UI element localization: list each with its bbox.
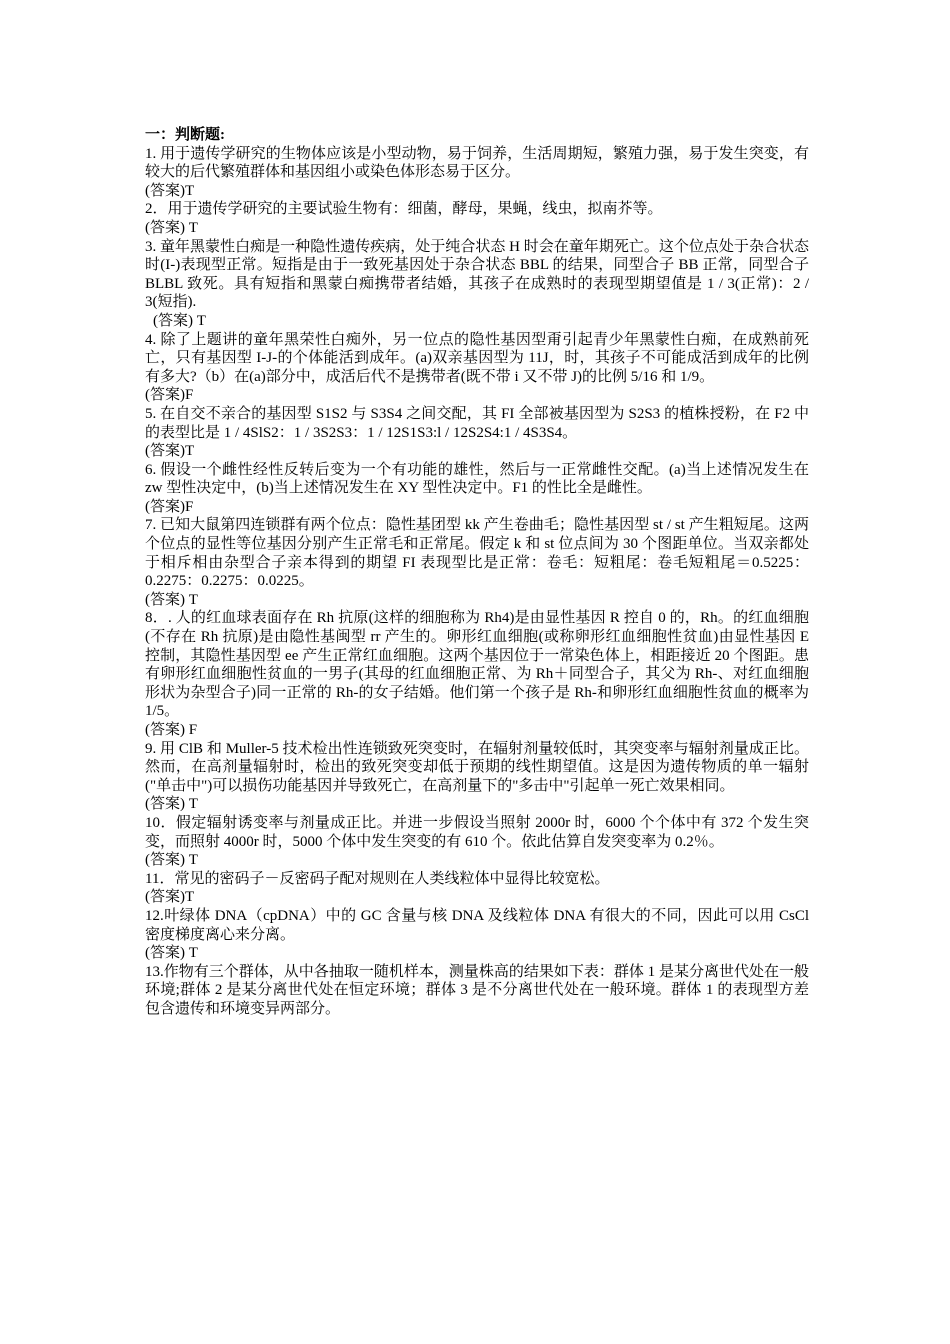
answer-10: (答案) T	[145, 852, 198, 869]
question-4: 4. 除了上题讲的童年黑荣性白痴外，另一位点的隐性基因型甭引起青少年黑蒙性白痴，在成熟前死亡，只有基因型 I-J-的个体能活到成年。(a)双亲基因型为 11J，时，其孩子不可能成活到成年的比例有多大?（b）在(a)部分中，成活后代不是携带者(既不带 i 又不带 J)的比例 5/16 和 1/9。	[145, 331, 809, 385]
question-12: 12.叶绿体 DNA（cpDNA）中的 GC 含量与核 DNA 及线粒体 DNA 有很大的不同，因此可以用 CsCl 密度梯度离心来分离。	[145, 907, 809, 943]
question-2: 2．用于遗传学研究的主要试验生物有：细菌，酵母，果蝇，线虫，拟南芥等。	[145, 201, 663, 218]
answer-12: (答案) T	[145, 945, 198, 962]
section-title: 一：判断题:	[145, 127, 225, 143]
answer-6: (答案)F	[145, 498, 194, 515]
question-9: 9. 用 ClB 和 Muller-5 技术检出性连锁致死突变时，在辐射剂量较低时，其突变率与辐射剂量成正比。然而，在高剂量辐射时，检出的致死突变却低于预期的线性期望值。这是因为遗传物质的单一辐射("单击中")可以损伤功能基因并导致死亡，在高剂量下的"多击中"引起单一死亡效果相同。	[145, 740, 809, 794]
question-3: 3. 童年黑蒙性白痴是一种隐性遗传疾病，处于纯合状态 H 时会在童年期死亡。这个位点处于杂合状态时(I-)表现型正常。短指是由于一致死基因处于杂合状态 BBL 的结果，同型合子 BB 正常，同型合子 BLBL 致死。具有短指和黑蒙白痴携带者结婚，其孩子在成熟时的表现型期望值是 1 / 3(正常)：2 / 3(短指).	[145, 238, 809, 311]
question-1: 1. 用于遗传学研究的生物体应该是小型动物，易于饲养，生活周期短，繁殖力强，易于发生突变，有较大的后代繁殖群体和基因组小或染色体形态易于区分。	[145, 145, 809, 181]
question-11: 11．常见的密码子－反密码子配对规则在人类线粒体中显得比较宽松。	[145, 870, 610, 887]
question-7: 7. 已知大鼠第四连锁群有两个位点：隐性基团型 kk 产生卷曲毛；隐性基因型 st / st 产生粗短尾。这两个位点的显性等位基因分别产生正常毛和正常尾。假定 k 和 st 位点间为 30 个图距单位。当双亲都处于相斥相由杂型合子亲本得到的期望 FI 表现型比是正常：卷毛：短粗尾：卷毛短粗尾＝0.5225：0.2275：0.2275：0.0225。	[145, 517, 809, 590]
answer-9: (答案) T	[145, 796, 198, 813]
question-8: 8．. 人的红血球表面存在 Rh 抗原(这样的细胞称为 Rh4)是由显性基因 R 控自 0 的，Rh。的红血细胞(不存在 Rh 抗原)是由隐性基闽型 rr 产生的。卵形红血细胞(或称卵形红血细胞性贫血)由显性基因 E 控制，其隐性基因型 ee 产生正常红血细胞。这两个基因位于一常染色体上，相距接近 20 个图距。患有卵形红血细胞性贫血的一男子(其母的红血细胞正常、为 Rh＋同型合子，其父为 Rh-、对红血细胞形状为杂型合子)同一正常的 Rh-的女子结婚。他们第一个孩子是 Rh-和卵形红血细胞性贫血的概率为 1/5。	[145, 610, 809, 720]
question-6: 6. 假设一个雌性经性反转后变为一个有功能的雄性，然后与一正常雌性交配。(a)当上述情况发生在 zw 型性决定中，(b)当上述情况发生在 XY 型性决定中。F1 的性比全是雌性。	[145, 461, 809, 497]
answer-7: (答案) T	[145, 591, 198, 608]
document-page	[145, 126, 809, 1019]
answer-11: (答案)T	[145, 889, 195, 906]
question-10: 10．假定辐射诱变率与剂量成正比。并进一步假设当照射 2000r 时，6000 个个体中有 372 个发生突变，而照射 4000r 时，5000 个体中发生突变的有 610 个。依此估算自发突变率为 0.2％。	[145, 814, 809, 850]
question-5: 5. 在自交不亲合的基因型 S1S2 与 S3S4 之间交配，其 FI 全部被基因型为 S2S3 的植株授粉，在 F2 中的表型比是 1 / 4SlS2：1 / 3S2S3：1 / 12S1S3:l / 12S2S4:1 / 4S3S4。	[145, 405, 809, 441]
answer-3: (答案) T	[153, 312, 206, 329]
answer-5: (答案)T	[145, 443, 195, 460]
answer-8: (答案) F	[145, 722, 198, 738]
answer-2: (答案) T	[145, 219, 198, 236]
answer-1: (答案)T	[145, 182, 195, 199]
answer-4: (答案)F	[145, 387, 194, 404]
question-13: 13.作物有三个群体，从中各抽取一随机样本，测量株高的结果如下表：群体 1 是某分离世代处在一般环境;群体 2 是某分离世代处在恒定环境；群体 3 是不分离世代处在一般环境。群体 1 的表现型方差包含遗传和环境变异两部分。	[145, 963, 809, 1017]
